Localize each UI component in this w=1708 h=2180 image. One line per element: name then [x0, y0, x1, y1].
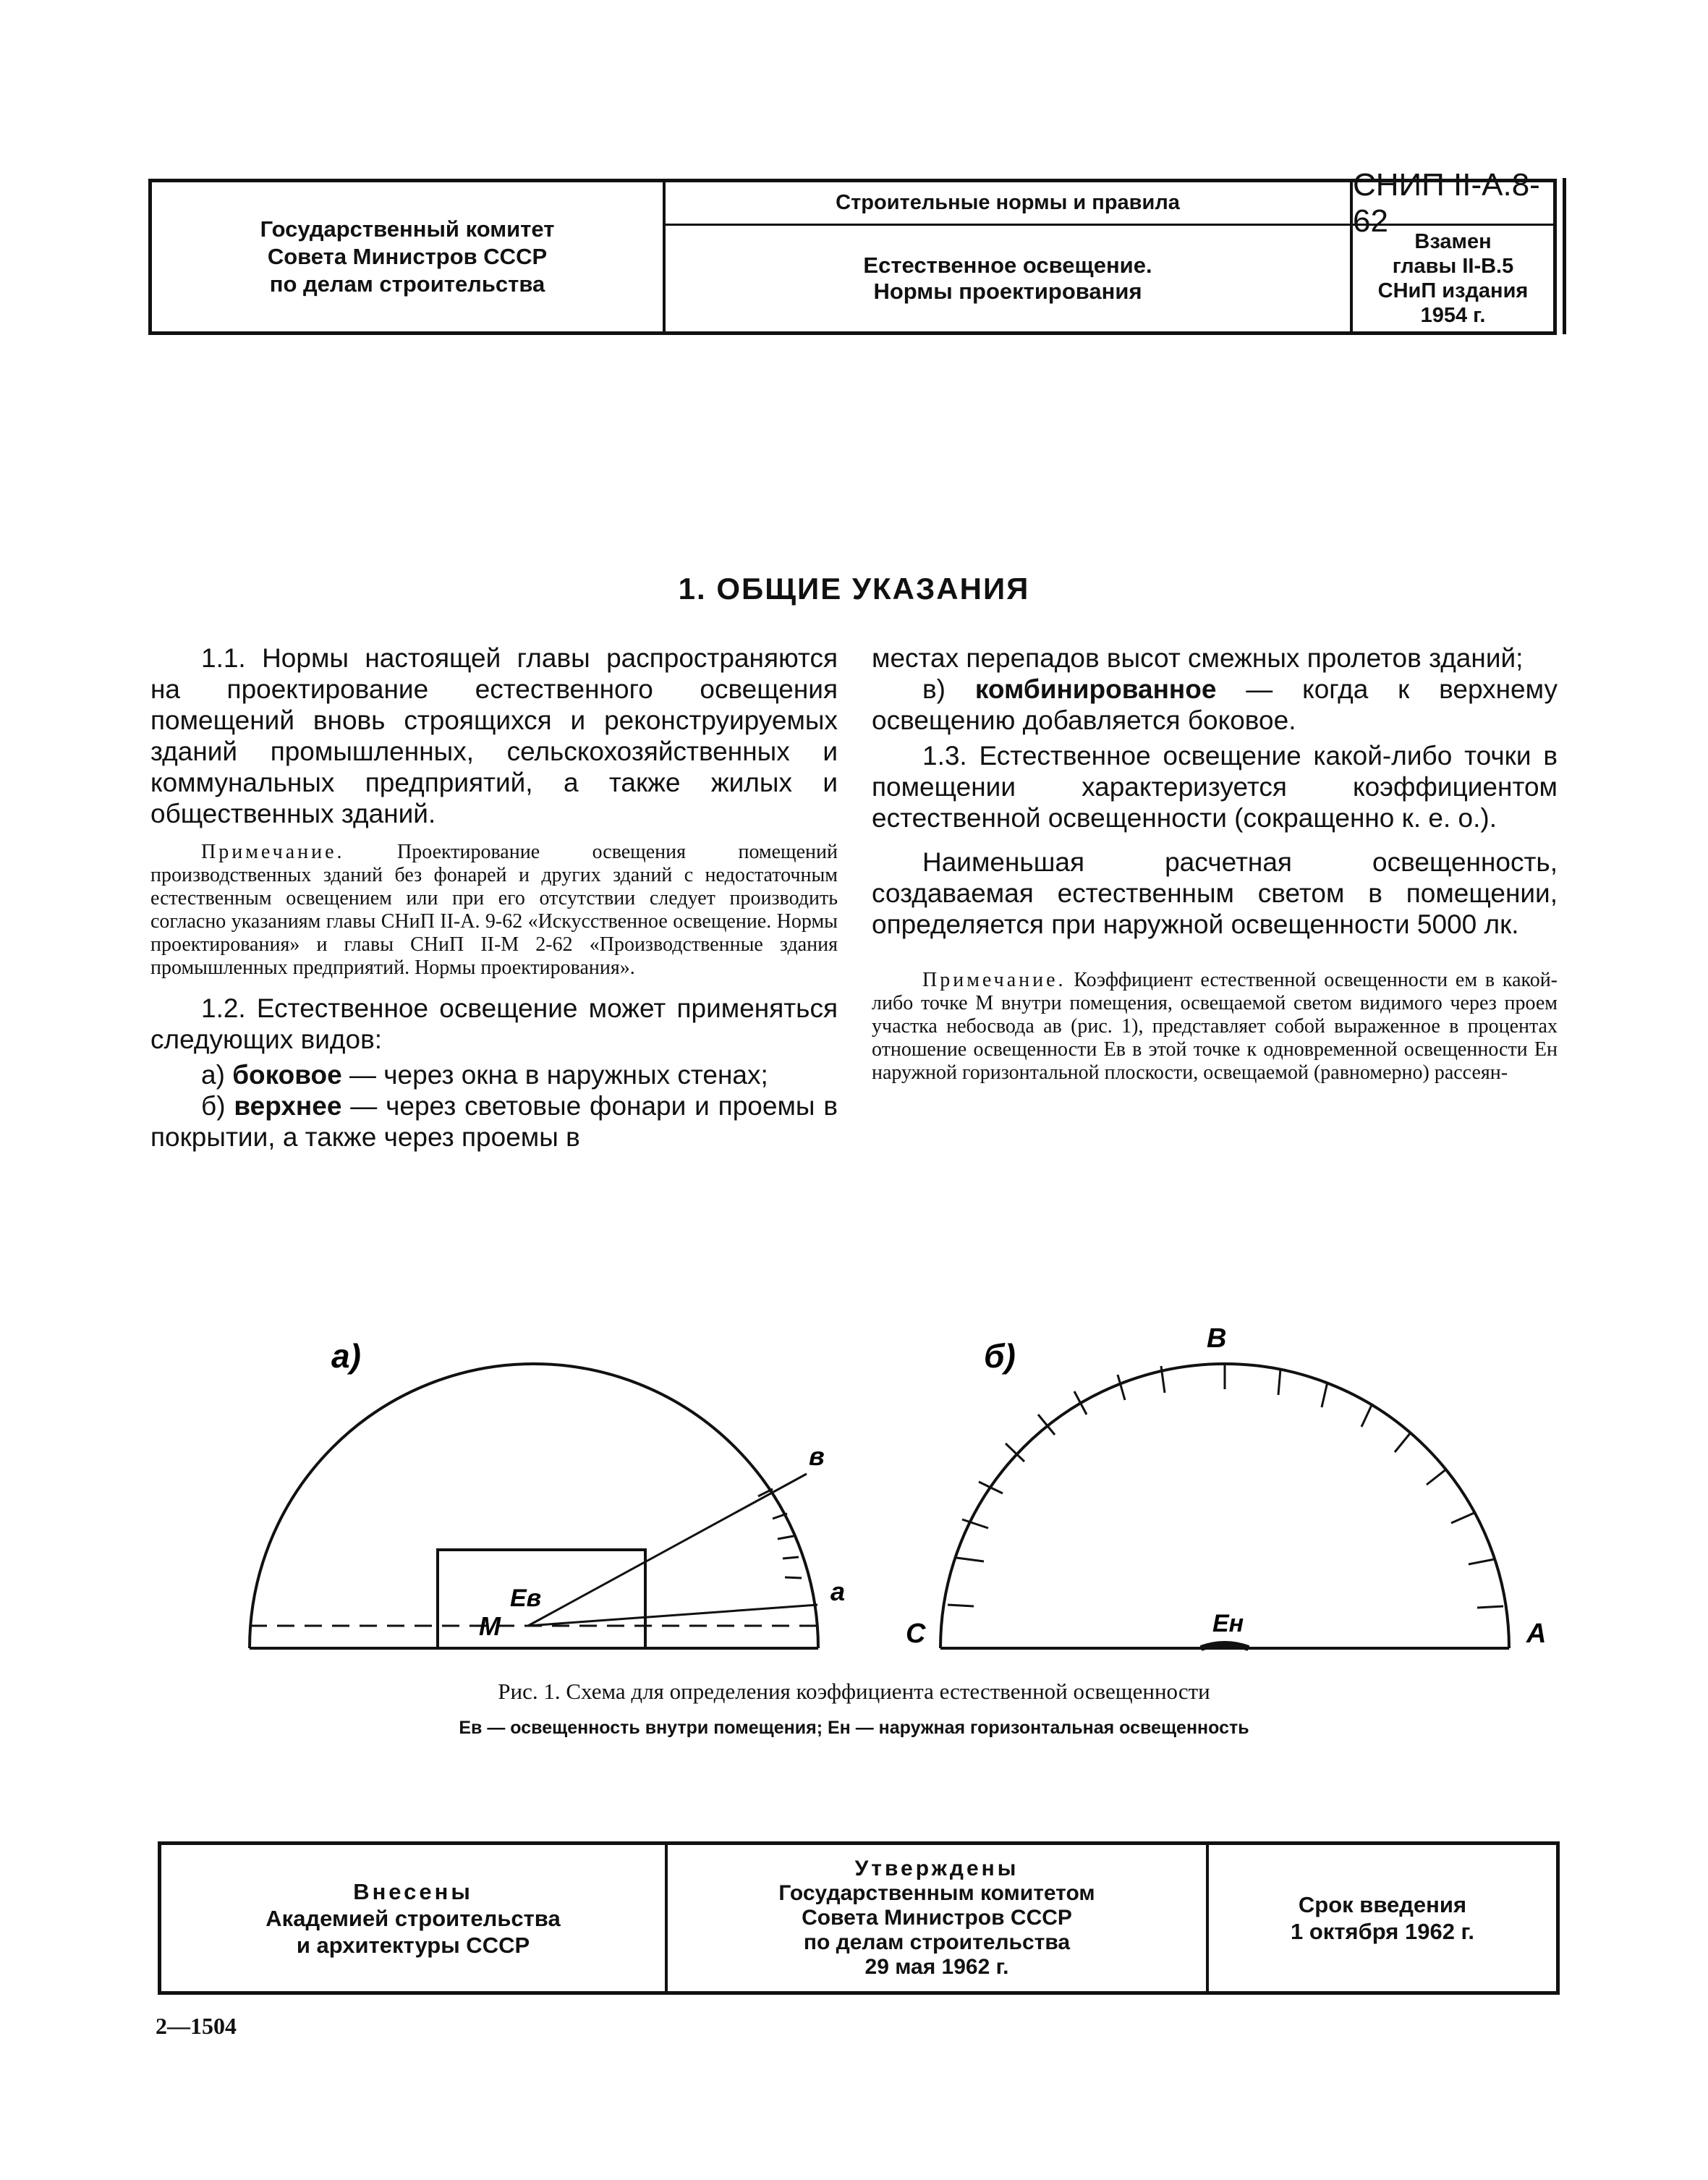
- approved-by: Государственным комитетом Совета Министров СССР по делам строительства 29 мая 1962 г.: [778, 1881, 1095, 1979]
- page-number: 2—1504: [156, 2013, 237, 2039]
- note-1: [150, 841, 838, 980]
- introduced-by: Академией строительства и архитектуры СССР: [265, 1905, 561, 1958]
- point-a: а: [830, 1577, 846, 1606]
- doc-code: СНИП II-А.8-62: [1353, 182, 1553, 226]
- point-A: A: [1526, 1619, 1547, 1649]
- introduced-label: Внесены: [353, 1878, 473, 1904]
- approved-label: Утверждены: [854, 1857, 1019, 1880]
- note-label: Примечание.: [201, 841, 345, 863]
- left-column: [150, 642, 838, 1157]
- sky-dome-b-arc: [940, 1364, 1509, 1648]
- term-kombinirovannoe: комбинированное: [974, 674, 1217, 704]
- list-item-v: в) комбинированное — когда к верхнему освещению добавляется боковое.: [872, 674, 1558, 735]
- right-column: [872, 642, 1558, 1098]
- header-right-rule: [1563, 178, 1566, 334]
- note-text: Проектирование освещения помещений производственных зданий без фонарей и других зданий с недостаточным естественным освещением или при его отсутствии следует производить согласно указаниям главы СНиП II-А. 9-62 «Искусственное освещение. Нормы проектирования» и главы СНиП II-М 2-62 «Производственные здания промышленных предприятий. Нормы проектирования».: [150, 841, 838, 979]
- paragraph-1-1: 1.1. Нормы настоящей главы распространяются на проектирование естественного освещения помещений вновь строящихся и реконструируемых зданий промышленных, сельскохозяйственных и коммунальных предприятий, а также жилых и общественных зданий.: [150, 643, 838, 828]
- list-item-b: б) верхнее — через световые фонари и проемы в покрытии, а также через проемы в: [150, 1091, 838, 1152]
- point-C: C: [906, 1619, 926, 1649]
- approved-cell: [668, 1845, 1209, 1991]
- ray-lower: [528, 1605, 817, 1626]
- point-Ev: Eв: [510, 1585, 542, 1612]
- paragraph-cont: местах перепадов высот смежных пролетов зданий;: [872, 643, 1524, 673]
- norms-label: Строительные нормы и правила: [666, 182, 1353, 226]
- arrows-b: [948, 1363, 1503, 1608]
- header-table: [148, 166, 1557, 335]
- point-B: B: [1207, 1323, 1227, 1354]
- term-bokovoe: боковое: [232, 1060, 342, 1090]
- replaces-note: Взамен главы II-В.5 СНиП издания 1954 г.: [1377, 230, 1529, 327]
- effective-date: Срок введения 1 октября 1962 г.: [1291, 1892, 1474, 1944]
- list-item-a: а) боковое — через окна в наружных стенах;: [201, 1060, 768, 1090]
- point-En: Eн: [1212, 1610, 1244, 1637]
- doc-title: Естественное освещение. Нормы проектирования: [666, 226, 1353, 331]
- note-label: Примечание.: [922, 969, 1066, 991]
- figure-legend: Ев — освещенность внутри помещения; Ен — наружная горизонтальная освещенность: [459, 1718, 1249, 1738]
- term-verhnee: верхнее: [234, 1091, 342, 1121]
- note-2: [872, 969, 1558, 1085]
- paragraph-1-2: 1.2. Естественное освещение может применяться следующих видов:: [150, 993, 838, 1054]
- point-M: M: [479, 1611, 501, 1641]
- section-title: 1. ОБЩИЕ УКАЗАНИЯ: [678, 572, 1030, 606]
- point-v: в: [809, 1441, 825, 1471]
- room-rect: [438, 1550, 645, 1648]
- footer-table: [158, 1841, 1560, 1995]
- committee-cell: Государственный комитет Совета Министров СССР по делам строительства: [152, 182, 666, 331]
- paragraph-1-3: 1.3. Естественное освещение какой-либо точки в помещении характеризуется коэффициентом естественной освещенности (сокращенно к. е. о.).: [872, 741, 1558, 833]
- figure-caption: Рис. 1. Схема для определения коэффициента естественной освещенности: [498, 1679, 1210, 1704]
- note-text: Коэффициент естественной освещенности eм в какой-либо точке М внутри помещения, освещаемой светом видимого через проем участка небосвода ав (рис. 1), представляет собой выраженное в процентах отношение освещенности Ев в этой точке к одновременной освещенности Ен наружной горизонтальной плоскости, освещаемой (равномерно) рассеян-: [872, 969, 1558, 1084]
- label-a: а): [331, 1337, 361, 1375]
- introduced-cell: [161, 1845, 668, 1991]
- effective-date-cell: [1209, 1845, 1556, 1991]
- paragraph-min-illuminance: Наименьшая расчетная освещенность, создаваемая естественным светом в помещении, определяется при наружной освещенности 5000 лк.: [872, 847, 1558, 939]
- footer-right-rule: [1556, 1845, 1560, 1991]
- label-b: б): [984, 1337, 1016, 1375]
- figure-1: [217, 1302, 1592, 1664]
